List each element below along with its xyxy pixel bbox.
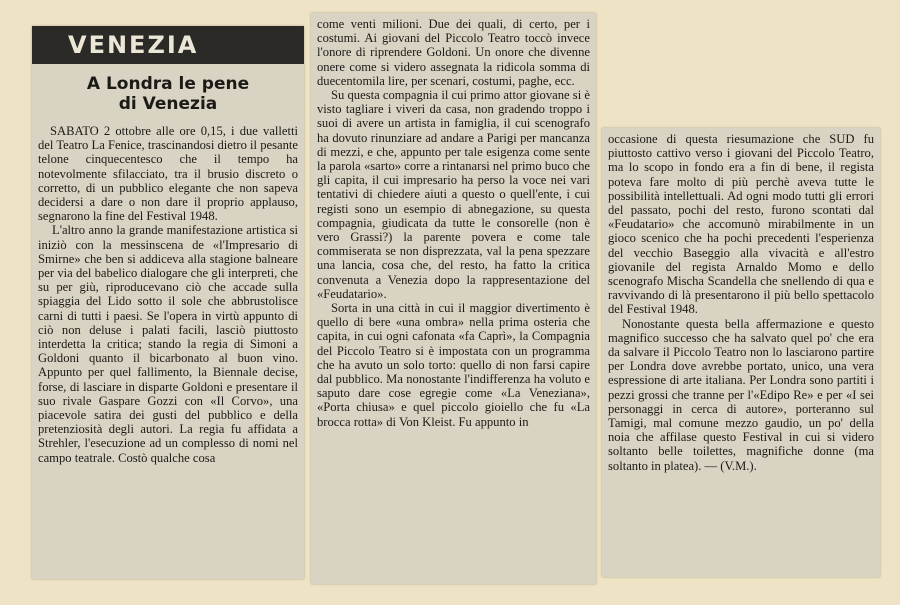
section-banner: VENEZIA — [32, 26, 304, 64]
paragraph: Su questa compagnia il cui primo attor giovane si è visto tagliare i viveri da casa, non gradendo troppo i suoi di avere un artista in famiglia, il cui scenografo ha dovuto rinunziare ad andare a Parigi per mancanza di mezzi, e che, appunto per tale esigenza come sente la parola «sarto» corre a rintanarsi nel primo buco che gli capita, il cui impresario ha perso la voce nei vari tentativi di chiedere aiuti a questo o quell'ente, i cui registi sono un esempio di abnegazione, su questa compagnia, giudicata da tutte le consorelle (non è vero Grassi?) la parente povera e come tale commiserata se non disprezzata, val la pena spezzare una lancia, cosa che, del resto, ha fatto la critica convenuta a Venezia dopo la rappresentazione del «Feudatario». — [317, 88, 590, 301]
paragraph: occasione di questa riesumazione che SUD fu piuttosto cattivo verso i giovani del Piccolo Teatro, ma lo scopo in fondo era a fin di bene, il regista poteva fare molto di più perchè aveva tutte le possibilità intellettuali. Ad ogni modo tutti gli errori del passato, pochi del resto, furono scontati dal «Feudatario» che accomunò mirabilmente in un gioco scenico che ha pochi precedenti l'esperienza del vecchio Baseggio alla vivacità e all'estro giovanile del regista Arnaldo Momo e dello scenografo Mischa Scandella che snellendo di qua e ravvivando di là presentarono il più bello spettacolo del Festival 1948. — [608, 132, 874, 317]
paragraph: Nonostante questa bella affermazione e questo magnifico successo che ha salvato quel po' che era da salvare il Piccolo Teatro non lo lasciarono partire per Londra dove avrebbe portato, unico, una vera espressione di arte italiana. Per Londra sono partiti i pezzi grossi che tranne per l'«Edipo Re» e per «I sei personaggi in cerca di autore», porteranno sul Tamigi, mal comune mezzo gaudio, un po' della noia che affilase questo Festival in cui si videro soltanto belle toilettes, magnifiche donne (ma soltanto in platea). — (V.M.). — [608, 316, 874, 473]
headline-line-2: di Venezia — [118, 94, 218, 114]
article-column-3 — [602, 128, 880, 577]
paragraph: Sorta in una città in cui il maggior divertimento è quello di bere «una ombra» nella prima osteria che capita, in cui ogni cafonata «fa Caprì», la Compagnia del Piccolo Teatro si è impostata con un programma che ha avuto un solo torto: quello di non farsi capire dal pubblico. Ma nonostante l'indifferenza ha voluto e saputo dare cose egregie come «La Veneziana», «Porta chiusa» e quel piccolo gioiello che fu «La brocca rotta» di Von Kleist. Fu appunto in — [317, 301, 590, 429]
paragraph: L'altro anno la grande manifestazione artistica si iniziò con la messinscena de «l'Impresario di Smirne» che ben si addiceva alla stagione balneare per via del babelico dialogare che gli interpreti, che su per giù, riproducevano ciò che accade sulla spiaggia del Lido sotto il sole che abbrustolisce carni di tutti i paesi. Se l'opera in virtù appunto di ciò non deluse i palati facili, lasciò piuttosto interdetta la critica; stando la regia di Simoni a Goldoni quanto il bicarbonato al buon vino. Appunto per quel fallimento, la Biennale decise, forse, di lasciare in disparte Goldoni e presentare il suo rivale Gaspare Gozzi con «Il Corvo», una piacevole satira dei gusti del pubblico e della pretenziosità degli autori. La regia fu affidata a Strehler, l'esecuzione ad un complesso di nomi nel campo teatrale. Costò qualche cosa — [38, 223, 298, 465]
headline-line-1: A Londra le pene — [86, 74, 250, 94]
article-column-1 — [32, 26, 304, 579]
paragraph: come venti milioni. Due dei quali, di certo, per i costumi. Ai giovani del Piccolo Teatro toccò invece l'onore di riprendere Goldoni. Un onore che divenne onere come si videro assegnata la ridicola somma di duecentomila lire, per scenari, costumi, paghe, ecc. — [317, 17, 590, 88]
article-column-2 — [311, 13, 596, 584]
headline — [38, 74, 298, 114]
paragraph: SABATO 2 ottobre alle ore 0,15, i due valletti del Teatro La Fenice, trascinandosi dietro il pesante telone cinquecentesco che il tempo ha notevolmente sfilacciato, tra il brusio discreto o corretto, di un pubblico elegante che non sapeva decidersi a dare o non dare il proprio applauso, segnarono la fine del Festival 1948. — [38, 124, 298, 224]
